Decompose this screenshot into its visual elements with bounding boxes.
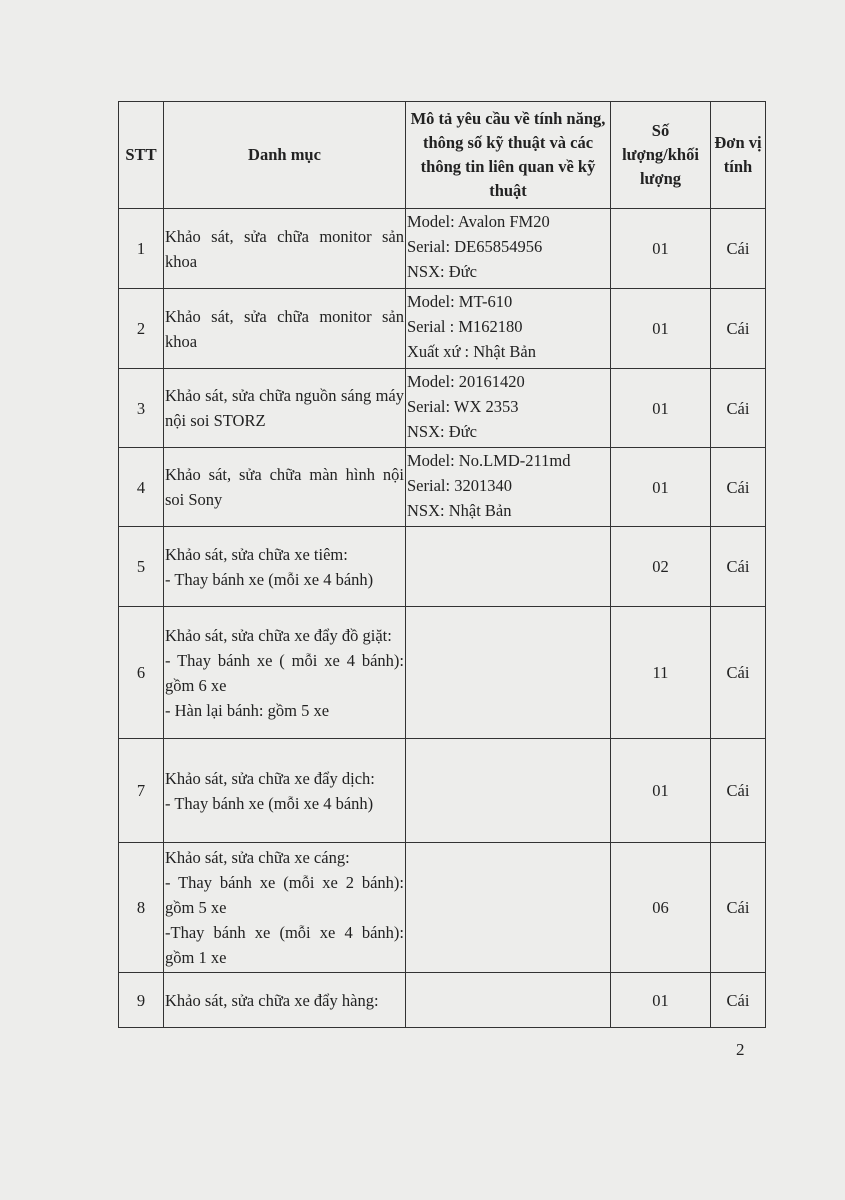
cell-stt: 1 (119, 209, 164, 289)
name-line: Khảo sát, sửa chữa xe tiêm: (165, 544, 348, 564)
header-unit: Đơn vị tính (711, 102, 766, 209)
cell-stt: 6 (119, 607, 164, 739)
cell-qty: 01 (611, 289, 711, 369)
cell-spec (406, 527, 611, 607)
table-row (119, 973, 766, 1028)
spec-line: Model: Avalon FM20 (407, 212, 550, 231)
name-line: - Thay bánh xe (mỗi xe 4 bánh) (165, 569, 374, 589)
cell-spec (406, 289, 611, 369)
cell-name (164, 607, 406, 739)
cell-spec (406, 448, 611, 527)
table-row (119, 209, 766, 289)
cell-qty: 02 (611, 527, 711, 607)
cell-stt: 5 (119, 527, 164, 607)
cell-name (164, 843, 406, 973)
table-row (119, 289, 766, 369)
header-qty: Số lượng/khối lượng (611, 102, 711, 209)
name-line: Khảo sát, sửa chữa xe đẩy dịch: (165, 768, 375, 788)
spec-line: Xuất xứ : Nhật Bản (407, 342, 537, 361)
cell-spec (406, 209, 611, 289)
table-body (119, 209, 766, 1028)
spec-line: Serial: 3201340 (407, 476, 512, 495)
cell-spec (406, 607, 611, 739)
name-line: - Thay bánh xe (mỗi xe 2 bánh): gồm 5 xe (165, 873, 404, 917)
page-number: 2 (736, 1040, 745, 1059)
name-line: -Thay bánh xe (mỗi xe 4 bánh): gồm 1 xe (165, 923, 404, 967)
table-row (119, 739, 766, 843)
table-row (119, 527, 766, 607)
header-name: Danh mục (164, 102, 406, 209)
name-line: - Thay bánh xe (mỗi xe 4 bánh) (165, 793, 374, 813)
name-line: - Thay bánh xe ( mỗi xe 4 bánh): gồm 6 xe (165, 650, 404, 695)
spec-line: NSX: Nhật Bản (407, 501, 512, 520)
table-row (119, 369, 766, 448)
name-line: Khảo sát, sửa chữa xe đẩy đồ giặt: (165, 625, 392, 645)
table-row (119, 843, 766, 973)
spec-line: Serial : M162180 (407, 317, 523, 336)
cell-qty: 01 (611, 448, 711, 527)
cell-stt: 7 (119, 739, 164, 843)
cell-unit: Cái (711, 527, 766, 607)
cell-qty: 01 (611, 739, 711, 843)
name-line: Khảo sát, sửa chữa màn hình nội soi Sony (165, 465, 404, 509)
cell-stt: 4 (119, 448, 164, 527)
cell-name (164, 739, 406, 843)
cell-spec (406, 739, 611, 843)
name-line: Khảo sát, sửa chữa nguồn sáng máy nội soi STORZ (165, 386, 404, 430)
cell-name (164, 448, 406, 527)
cell-name (164, 209, 406, 289)
cell-qty: 06 (611, 843, 711, 973)
header-stt: STT (119, 102, 164, 209)
name-line: Khảo sát, sửa chữa xe đẩy hàng: (165, 990, 379, 1010)
cell-qty: 01 (611, 209, 711, 289)
header-row (119, 102, 766, 209)
cell-unit: Cái (711, 739, 766, 843)
cell-qty: 01 (611, 973, 711, 1028)
spec-line: NSX: Đức (407, 422, 477, 441)
spec-line: Serial: DE65854956 (407, 237, 543, 256)
spec-line: NSX: Đức (407, 262, 477, 281)
cell-spec (406, 973, 611, 1028)
spec-line: Model: 20161420 (407, 372, 525, 391)
cell-name (164, 289, 406, 369)
equipment-table (118, 101, 766, 1028)
spec-line: Model: MT-610 (407, 292, 513, 311)
cell-qty: 01 (611, 369, 711, 448)
cell-spec (406, 843, 611, 973)
cell-unit: Cái (711, 973, 766, 1028)
name-line: Khảo sát, sửa chữa monitor sản khoa (165, 306, 404, 351)
cell-unit: Cái (711, 607, 766, 739)
cell-unit: Cái (711, 369, 766, 448)
spec-line: Serial: WX 2353 (407, 397, 519, 416)
cell-stt: 8 (119, 843, 164, 973)
cell-name (164, 973, 406, 1028)
header-spec: Mô tả yêu cầu về tính năng, thông số kỹ thuật và các thông tin liên quan về kỹ thuật (406, 102, 611, 209)
cell-unit: Cái (711, 843, 766, 973)
table-row (119, 607, 766, 739)
name-line: Khảo sát, sửa chữa xe cáng: (165, 848, 350, 867)
cell-name (164, 369, 406, 448)
spec-line: Model: No.LMD-211md (407, 451, 571, 470)
cell-unit: Cái (711, 448, 766, 527)
cell-qty: 11 (611, 607, 711, 739)
table-row (119, 448, 766, 527)
cell-unit: Cái (711, 289, 766, 369)
cell-stt: 3 (119, 369, 164, 448)
cell-unit: Cái (711, 209, 766, 289)
cell-stt: 9 (119, 973, 164, 1028)
cell-stt: 2 (119, 289, 164, 369)
cell-spec (406, 369, 611, 448)
cell-name (164, 527, 406, 607)
name-line: Khảo sát, sửa chữa monitor sản khoa (165, 226, 404, 271)
name-line: - Hàn lại bánh: gồm 5 xe (165, 700, 330, 720)
